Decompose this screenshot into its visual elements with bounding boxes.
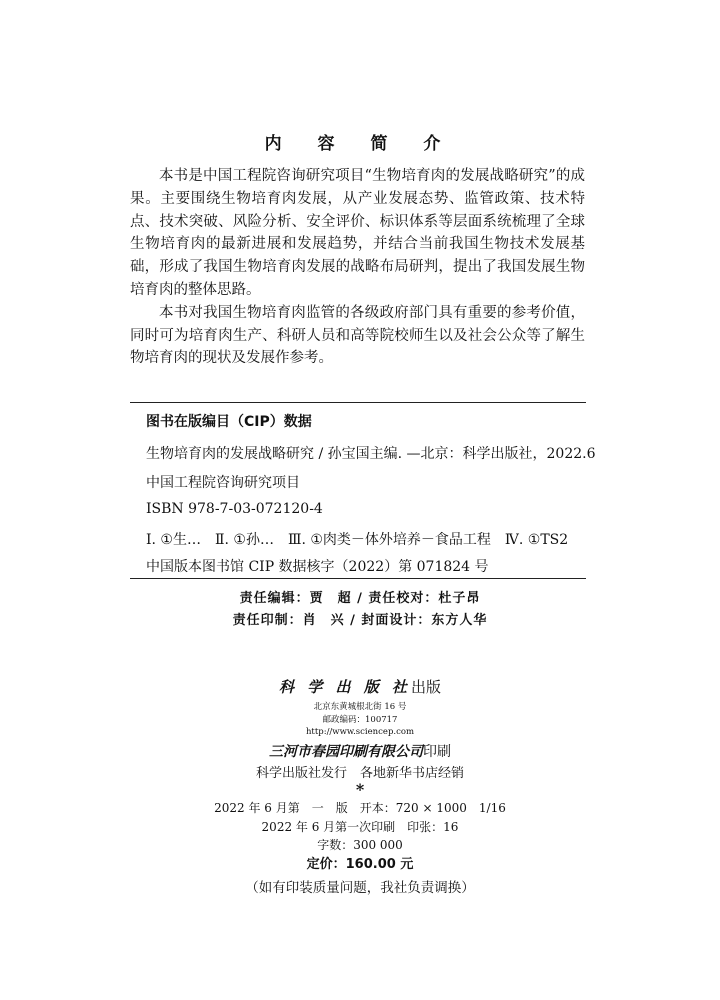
distribution-line: 科学出版社发行 各地新华书店经销 bbox=[255, 766, 464, 781]
cip-line-series: 中国工程院咨询研究项目 bbox=[146, 475, 300, 491]
cip-line-record: 中国版本图书馆 CIP 数据核字（2022）第 071824 号 bbox=[146, 559, 489, 575]
separator-star: * bbox=[355, 780, 365, 799]
intro-text bbox=[130, 165, 585, 370]
editor-credits: 责任编辑：贾 超 / 责任校对：杜子昂 bbox=[239, 591, 481, 606]
printing-line: 2022 年 6 月第一次印刷 印张：16 bbox=[261, 820, 459, 834]
publisher-suffix: 出版 bbox=[410, 678, 441, 696]
cip-line-isbn: ISBN 978-7-03-072120-4 bbox=[146, 501, 323, 517]
quality-notice: （如有印装质量问题，我社负责调换） bbox=[245, 880, 475, 896]
publisher-postcode: 邮政编码：100717 bbox=[322, 715, 398, 725]
publisher-address: 北京东黄城根北街 16 号 bbox=[313, 702, 407, 712]
printer-line bbox=[0, 741, 720, 761]
cip-heading: 图书在版编目（CIP）数据 bbox=[146, 414, 312, 430]
cip-top-rule bbox=[130, 402, 586, 403]
cip-bottom-rule bbox=[130, 578, 586, 579]
edition-line: 2022 年 6 月第 一 版 开本：720 × 1000 1/16 bbox=[214, 801, 506, 815]
printer-suffix: 印刷 bbox=[423, 744, 451, 760]
production-credits: 责任印制：肖 兴 / 封面设计：东方人华 bbox=[232, 613, 488, 628]
intro-title: 内 容 简 介 bbox=[264, 134, 456, 154]
publisher-line bbox=[0, 676, 720, 697]
publisher-website: http://www.sciencep.com bbox=[305, 727, 415, 737]
intro-paragraph-2: 本书对我国生物培育肉监管的各级政府部门具有重要的参考价值，同时可为培育肉生产、科研人员和高等院校师生以及社会公众等了解生物培育肉的现状及发展作参考。 bbox=[130, 304, 585, 367]
cip-line-classification: Ⅰ. ①生… Ⅱ. ①孙… Ⅲ. ①肉类－体外培养－食品工程 Ⅳ. ①TS2 bbox=[146, 532, 569, 548]
cip-line-title: 生物培育肉的发展战略研究 / 孙宝国主编. —北京：科学出版社，2022.6 bbox=[146, 446, 596, 462]
printer-name: 三河市春园印刷有限公司 bbox=[269, 744, 423, 760]
word-count: 字数：300 000 bbox=[317, 838, 403, 852]
intro-paragraph-1: 本书是中国工程院咨询研究项目“生物培育肉的发展战略研究”的成果。主要围绕生物培育肉发展，从产业发展态势、监管政策、技术特点、技术突破、风险分析、安全评价、标识体系等层面系统梳理了全球生物培育肉的最新进展和发展趋势，并结合当前我国生物技术发展基础，形成了我国生物培育肉发展的战略布局研判，提出了我国发展生物培育肉的整体思路。 bbox=[130, 168, 585, 298]
publisher-name: 科 学 出 版 社 bbox=[279, 678, 411, 696]
price: 定价：160.00 元 bbox=[306, 857, 414, 872]
